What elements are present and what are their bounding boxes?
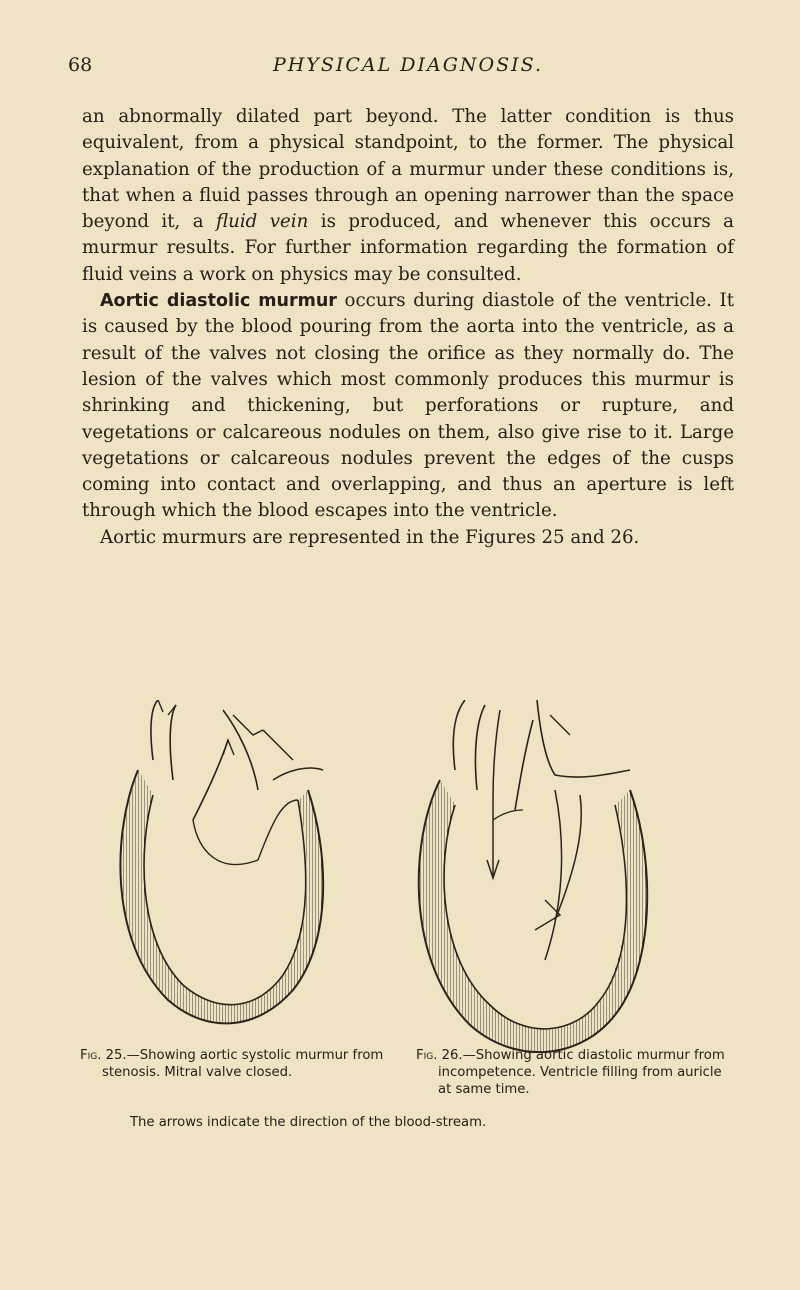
figure-25-caption	[80, 1047, 398, 1081]
paragraph-1-text-a: an abnormally dilated part beyond. The latter condition is thus equivalent, from a physical standpoint, to the former. The physical explanation of the production of a murmur under these conditions is, that when a fluid passes through an opening narrower than the space beyond it, a	[82, 106, 734, 233]
page-number: 68	[68, 54, 93, 76]
figure-26-caption	[416, 1047, 736, 1098]
body-text	[82, 104, 734, 551]
paragraph-2	[82, 288, 734, 525]
paragraph-1	[82, 104, 734, 288]
paragraph-1-text-b: is produced, and whenever this occurs a murmur results. For further information regarding the formation of fluid veins a work on physics may be consulted.	[82, 211, 734, 285]
running-head: PHYSICAL DIAGNOSIS.	[272, 54, 544, 76]
figure-26-heart-illustration	[405, 700, 670, 1070]
figure-25-heart-illustration	[108, 700, 348, 1040]
figure-25-label: Fig. 25.	[80, 1048, 127, 1063]
page-header	[68, 54, 748, 90]
figure-25-caption-text: —Showing aortic systolic murmur from stenosis. Mitral valve closed.	[102, 1048, 384, 1080]
section-run-in-heading: Aortic diastolic murmur	[100, 291, 337, 312]
paragraph-3: Aortic murmurs are represented in the Figures 25 and 26.	[100, 526, 640, 548]
figure-26-label: Fig. 26.	[416, 1048, 463, 1063]
figure-26-caption-text: —Showing aortic diastolic murmur from incompetence. Ventricle filling from auricle at same time.	[438, 1048, 725, 1097]
fluid-vein-term: fluid vein	[216, 211, 309, 233]
figure-arrow-note: The arrows indicate the direction of the blood-stream.	[130, 1115, 487, 1130]
paragraph-2-text: occurs during diastole of the ventricle. It is caused by the blood pouring from the aorta into the ventricle, as a result of the valves not closing the orifice as they normally do. The lesion of the valves which most commonly produces this murmur is shrinking and thickening, but perforations or rupture, and vegetations or calcareous nodules on them, also give rise to it. Large vegetations or calcareous nodules prevent the edges of the cusps coming into contact and overlapping, and thus an aperture is left through which the blood escapes into the ventricle.	[82, 290, 735, 522]
